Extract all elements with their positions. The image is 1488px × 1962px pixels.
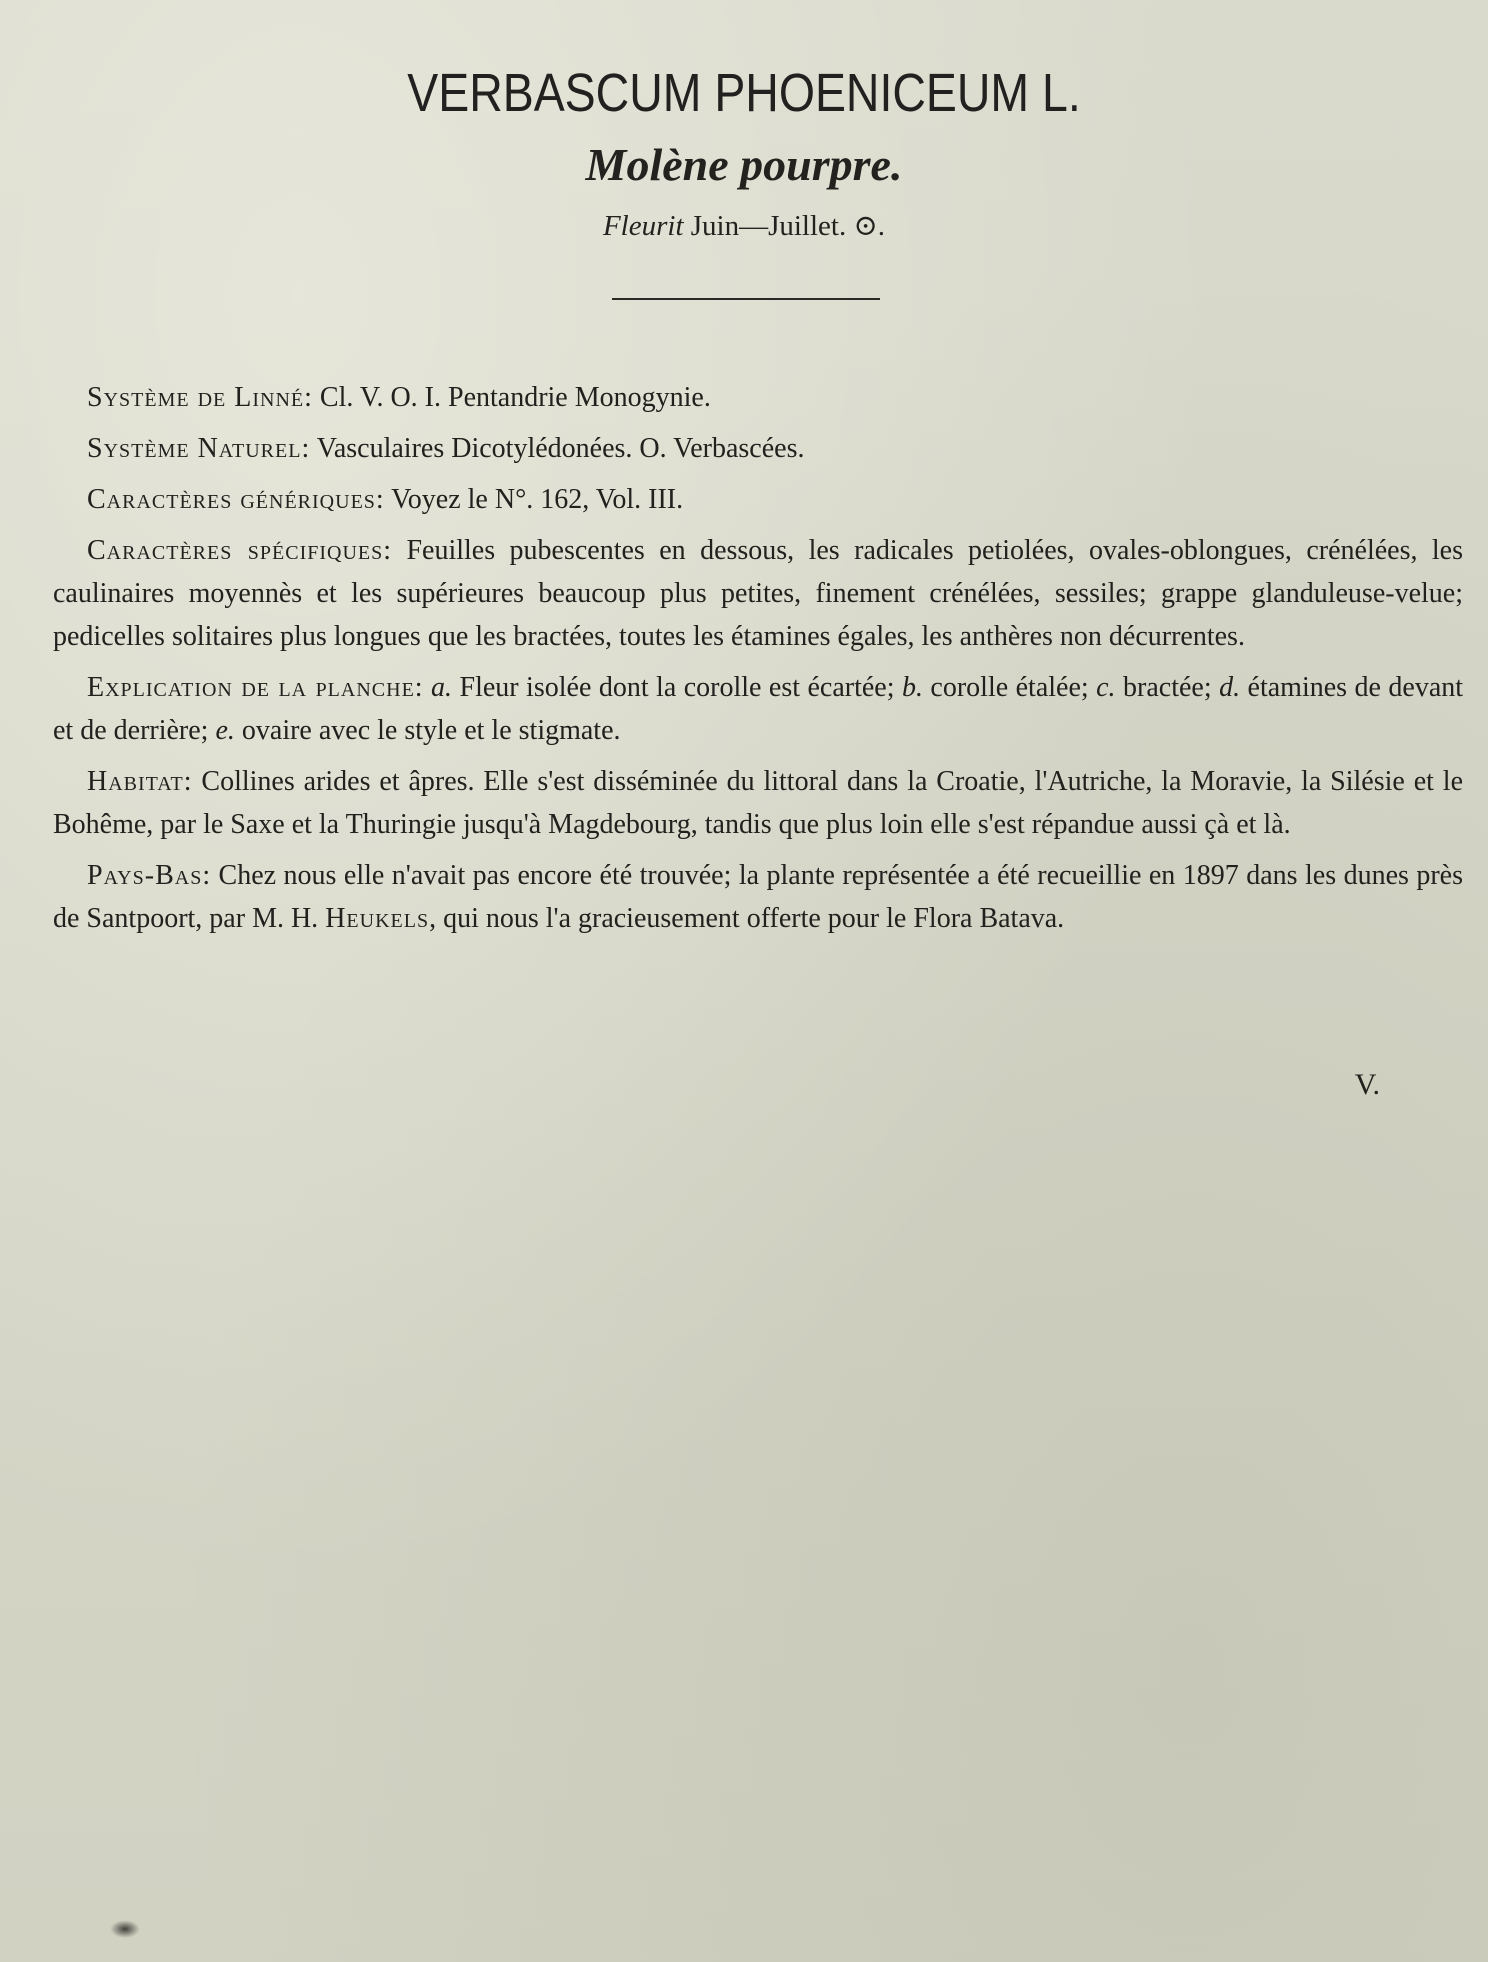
text-explication-3: bractée; [1115, 672, 1220, 703]
description-body [53, 376, 1463, 948]
text-explication-1: Fleur isolée dont la corolle est écartée; [452, 672, 902, 703]
flowering-period [0, 208, 1488, 243]
text-naturel: Vasculaires Dicotylédonées. O. Verbascées. [310, 433, 805, 464]
figure-a: a. [431, 672, 453, 703]
figure-b: b. [901, 672, 923, 703]
label-generiques: Caractères génériques: [87, 484, 385, 515]
figure-c: c. [1096, 672, 1116, 703]
label-naturel: Système Naturel: [87, 433, 311, 464]
text-explication-2: corolle étalée; [922, 672, 1097, 703]
text-habitat: Collines arides et âpres. Elle s'est disséminée du littoral dans la Croatie, l'Autriche, la Moravie, la Silésie et le Bohême, par le Saxe et la Thuringie jusqu'à Magdebourg, tandis que plus loin elle s'est répandue aussi çà et là. [53, 766, 1463, 840]
paragraph-generiques [53, 478, 1463, 521]
label-specifiques: Caractères spécifiques: [87, 535, 393, 566]
paragraph-naturel [53, 427, 1463, 470]
common-name: Molène pourpre. [585, 139, 903, 190]
figure-d: d. [1219, 672, 1241, 703]
author-signature: V. [1354, 1068, 1380, 1101]
label-paysbas: Pays-Bas: [87, 860, 212, 891]
paragraph-specifiques [53, 529, 1463, 658]
paragraph-linne [53, 376, 1463, 419]
page-title: VERBASCUM PHOENICEUM L. [407, 63, 1081, 123]
figure-e: e. [215, 715, 235, 746]
flowering-label: Fleurit [602, 210, 684, 242]
text-paysbas-2: , qui nous l'a gracieusement offerte pour le Flora Batava. [429, 903, 1065, 934]
paragraph-paysbas [53, 854, 1463, 940]
text-explication-4: étamines de devant et de derrière; [53, 672, 1464, 746]
text-explication-5: ovaire avec le style et le stigmate. [234, 715, 621, 746]
flowering-value: Juin—Juillet. ⊙. [690, 210, 886, 242]
text-paysbas-1: Chez nous elle n'avait pas encore été trouvée; la plante représentée a été recueillie en 1897 dans les dunes près de Santpoort, par M. H. [53, 860, 1463, 934]
title-divider [612, 298, 880, 300]
text-linne: Cl. V. O. I. Pentandrie Monogynie. [312, 382, 711, 413]
ink-blot [110, 1920, 140, 1938]
label-explication: Explication de la planche: [87, 672, 424, 703]
paragraph-habitat [53, 760, 1463, 846]
paragraph-explication [53, 666, 1463, 752]
text-specifiques: Feuilles pubescentes en dessous, les radicales petiolées, ovales-oblongues, crénélées, les caulinaires moyennès et les supérieures beaucoup plus petites, finement crénélées, sessiles; grappe glanduleuse-velue; pedicelles solitaires plus longues que les bractées, toutes les étamines égales, les anthères non décurrentes. [53, 535, 1463, 652]
collector-name: Heukels [325, 903, 430, 934]
label-habitat: Habitat: [87, 766, 193, 797]
text-generiques: Voyez le N°. 162, Vol. III. [384, 484, 684, 515]
label-linne: Système de Linné: [87, 382, 313, 413]
